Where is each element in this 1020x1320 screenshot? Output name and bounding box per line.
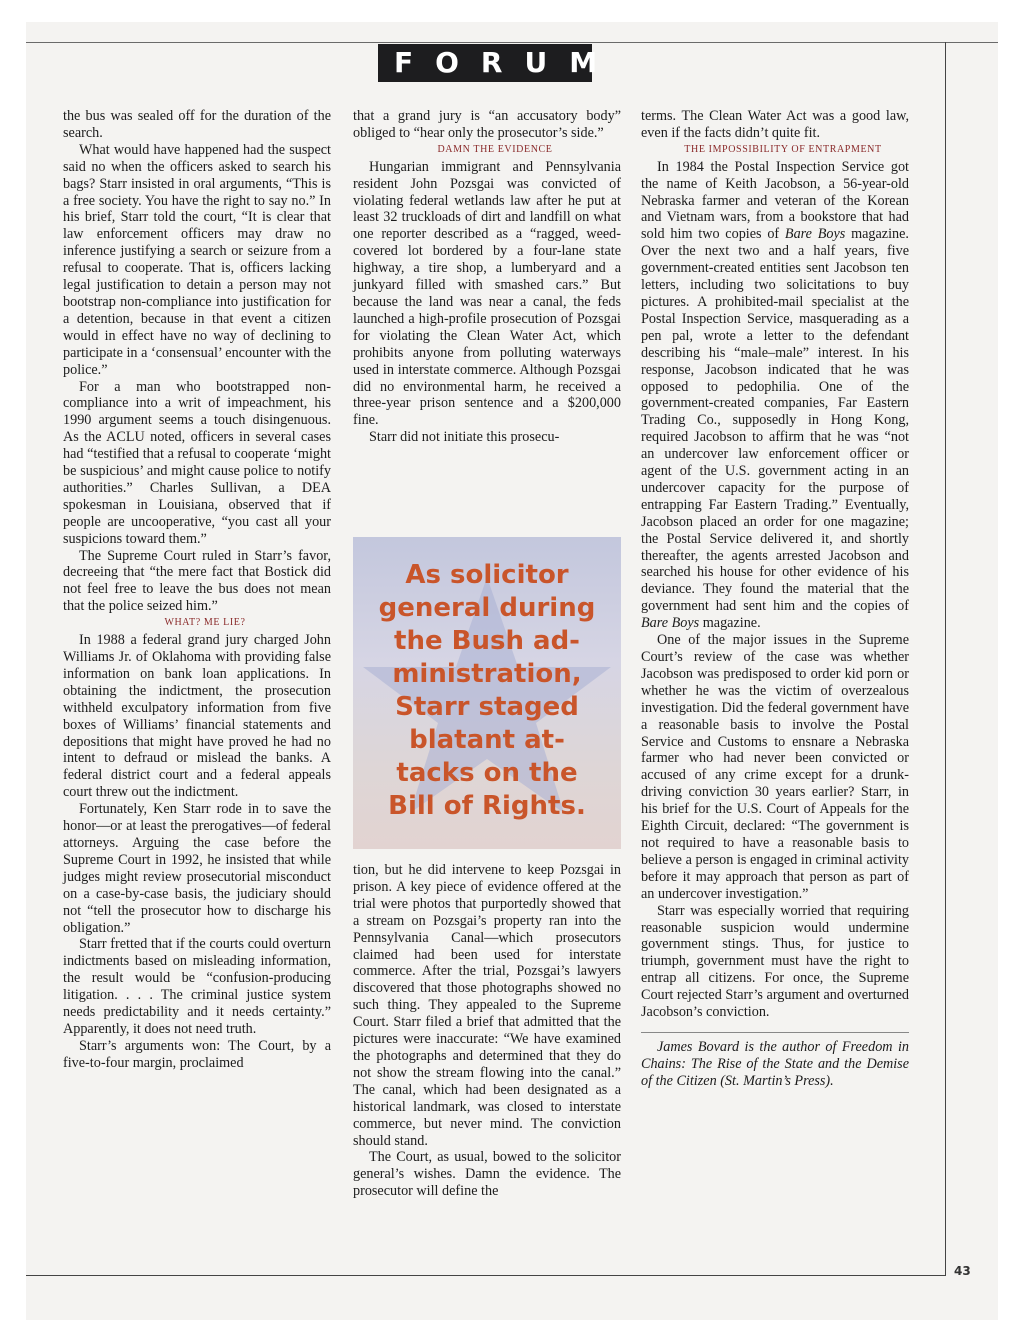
paragraph: Starr did not initiate this prosecu-	[369, 429, 560, 446]
paragraph: The Court, as usual, bowed to the solicitor general’s wishes. Damn the evidence. The prosecutor will define the	[353, 1149, 621, 1200]
paragraph: Starr fretted that if the courts could overturn indictments based on misleading information, the result would be “confusion-producing litigation. . . . The criminal justice system needs predictability and it needs certainty.” Apparently, it does not need truth.	[63, 936, 331, 1037]
magazine-title: Bare Boys	[641, 615, 700, 632]
page-number: 43	[954, 1264, 971, 1278]
paragraph: the bus was sealed off for the duration of the search.	[63, 108, 331, 141]
author-bio: James Bovard is the author of Freedom in Chains: The Rise of the State and the Demise of the Citizen (St. Martin’s Press).	[641, 1038, 909, 1089]
right-rule	[945, 42, 946, 1275]
text-run: In 1984 the Postal Inspection Service got the name of Keith Jacobson, a 56-year-old Nebraska farmer and veteran of the Korean and Vietnam wars, from a bookstore that had sold him two copies of	[641, 158, 909, 243]
paragraph: that a grand jury is “an accusatory body” obliged to “hear only the prosecutor’s side.”	[353, 108, 621, 141]
paragraph: One of the major issues in the Supreme Court’s review of the case was whether Jacobson was predisposed to order kid porn or whether he was the victim of overzealous investigation. Did the federal government have a reasonable basis to involve the Postal Service and Customs to ensnare a Nebraska farmer who had never been convicted or accused of any crime except for a drunk-driving conviction 30 years earlier? Starr, in his brief for the U.S. Court of Appeals for the Eighth Circuit, declared: “The government is not required to have a reasonable basis to believe a person is engaged in criminal activity before it may approach that person as part of an undercover investigation.”	[641, 632, 909, 902]
column-1	[63, 108, 331, 1072]
author-divider	[641, 1032, 909, 1033]
paragraph: Starr’s arguments won: The Court, by a five-to-four margin, proclaimed	[63, 1037, 331, 1071]
top-rule	[26, 42, 998, 43]
paragraph: Hungarian immigrant and Pennsylvania resident John Pozsgai was convicted of violating federal wetlands law after he put at least 32 truckloads of dirt and landfill on what one reporter described as a “ragged, weed-covered lot bordered by a four-lane state highway, a tire shop, a lumberyard and a junkyard filled with smashed cars.” But because the land was near a canal, the feds launched a high-profile prosecution of Pozsgai for violating the Clean Water Act, which prohibits anyone from polluting waterways used in interstate commerce. Although Pozsgai did no environmental harm, he received a three-year prison sentence and a $200,000 fine.	[353, 158, 621, 429]
paragraph: The Supreme Court ruled in Starr’s favor, decreeing that “the mere fact that Bostick did not feel free to leave the bus does not mean that the police seized him.”	[63, 547, 331, 615]
paragraph: For a man who bootstrapped non-compliance into a writ of impeachment, his 1990 argument seems a touch disingenuous. As the ACLU noted, officers in several cases had “testified that a refusal to cooperate ‘might be suspicious’ and might cause police to notify authorities.” Charles Sullivan, a DEA spokesman in Louisiana, observed that if people are uncooperative, “you cast all your suspicions toward them.”	[63, 378, 331, 547]
text-run: magazine. Over the next two and a half years, five government-created entities sent Jacobson ten letters, including two solicitations to buy pictures. A prohibited-mail specialist at the Postal Inspection Service, masquerading as a pen pal, wrote a letter to the defendant describing his “male–male” interest. In his response, Jacobson indicated that he was opposed to pedophilia. One of the government-created companies, Far Eastern Trading Co., supposedly in Hong Kong, required Jacobson to affirm that he was “not an undercover law enforcement officer or agent of the U.S. government acting in an undercover capacity for the purpose of entrapping Far Eastern Trading.” Eventually, Jacobson placed an order for one magazine; the Postal Service delivered it, and shortly thereafter, the agents arrested Jacobson and searched his house for other evidence of his deviance. They found the material that the government had sent him and the copies of	[641, 226, 909, 615]
text-run: magazine.	[699, 615, 761, 632]
paragraph: terms. The Clean Water Act was a good law, even if the facts didn’t quite fit.	[641, 108, 909, 141]
pull-quote-text: As solicitor general during the Bush ad- ministration, Starr staged blatant at- tacks on the Bill of Rights.	[378, 560, 596, 821]
paragraph: Fortunately, Ken Starr rode in to save the honor—or at least the prerogatives—of federal attorneys. Arguing the case before the Supreme Court in 1992, he insisted that while judges might review prosecutorial misconduct on a case-by-case basis, the judiciary should not “tell the prosecutor how to discharge his obligation.”	[63, 801, 331, 936]
column-2-top	[353, 108, 621, 446]
paragraph: Starr was especially worried that requiring reasonable suspicion would undermine government stings. Thus, for justice to triumph, government must have the right to entrap all citizens. For once, the Supreme Court rejected Starr’s argument and overturned Jacobson’s conviction.	[641, 902, 909, 1021]
magazine-title: Bare Boys	[784, 226, 846, 243]
section-subhead: DAMN THE EVIDENCE	[437, 143, 553, 155]
paragraph: tion, but he did intervene to keep Pozsgai in prison. A key piece of evidence offered at the trial were photos that purportedly showed that a stream on Pozsgai’s property ran into the Pennsylvania Canal—which prosecutors claimed had been used for interstate commerce. After the trial, Pozsgai’s lawyers discovered that those photographs showed no such thing. They appealed to the Supreme Court. Starr filed a brief that admitted that the pictures were inaccurate: “We have examined the photographs and determined that they do not show the stream flowing into the canal.” The canal, which had been designated as a historical landmark, was closed to interstate commerce, but never mind. The conviction should stand.	[353, 862, 621, 1149]
section-banner: FORUM	[378, 44, 592, 82]
section-subhead: THE IMPOSSIBILITY OF ENTRAPMENT	[684, 143, 882, 155]
column-3	[641, 108, 909, 1090]
section-subhead: WHAT? ME LIE?	[164, 617, 246, 629]
paragraph	[641, 159, 909, 632]
bottom-rule	[26, 1275, 946, 1276]
paragraph: What would have happened had the suspect said no when the officers asked to search his bags? Starr insisted in oral arguments, “This is a free society. You have the right to say no.” In his brief, Starr told the court, “It is clear that law enforcement officers may draw no inference justifying a search or seizure from a refusal to cooperate. That is, officers lacking legal justification to detain a person may not bootstrap non-compliance into justification for a detention, because in that event a citizen would in effect have no way of declining to participate in a ‘consensual’ encounter with the police.”	[63, 141, 331, 378]
column-2-bottom	[353, 862, 621, 1200]
paragraph: In 1988 a federal grand jury charged John Williams Jr. of Oklahoma with providing false information on bank loan applications. In obtaining the indictment, the prosecution withheld exculpatory information from five boxes of Williams’ financial statements and depositions that might have proved he had no intent to defraud or mislead the banks. A federal district court and a federal appeals court threw out the indictment.	[63, 632, 331, 801]
pull-quote-box	[353, 537, 621, 849]
